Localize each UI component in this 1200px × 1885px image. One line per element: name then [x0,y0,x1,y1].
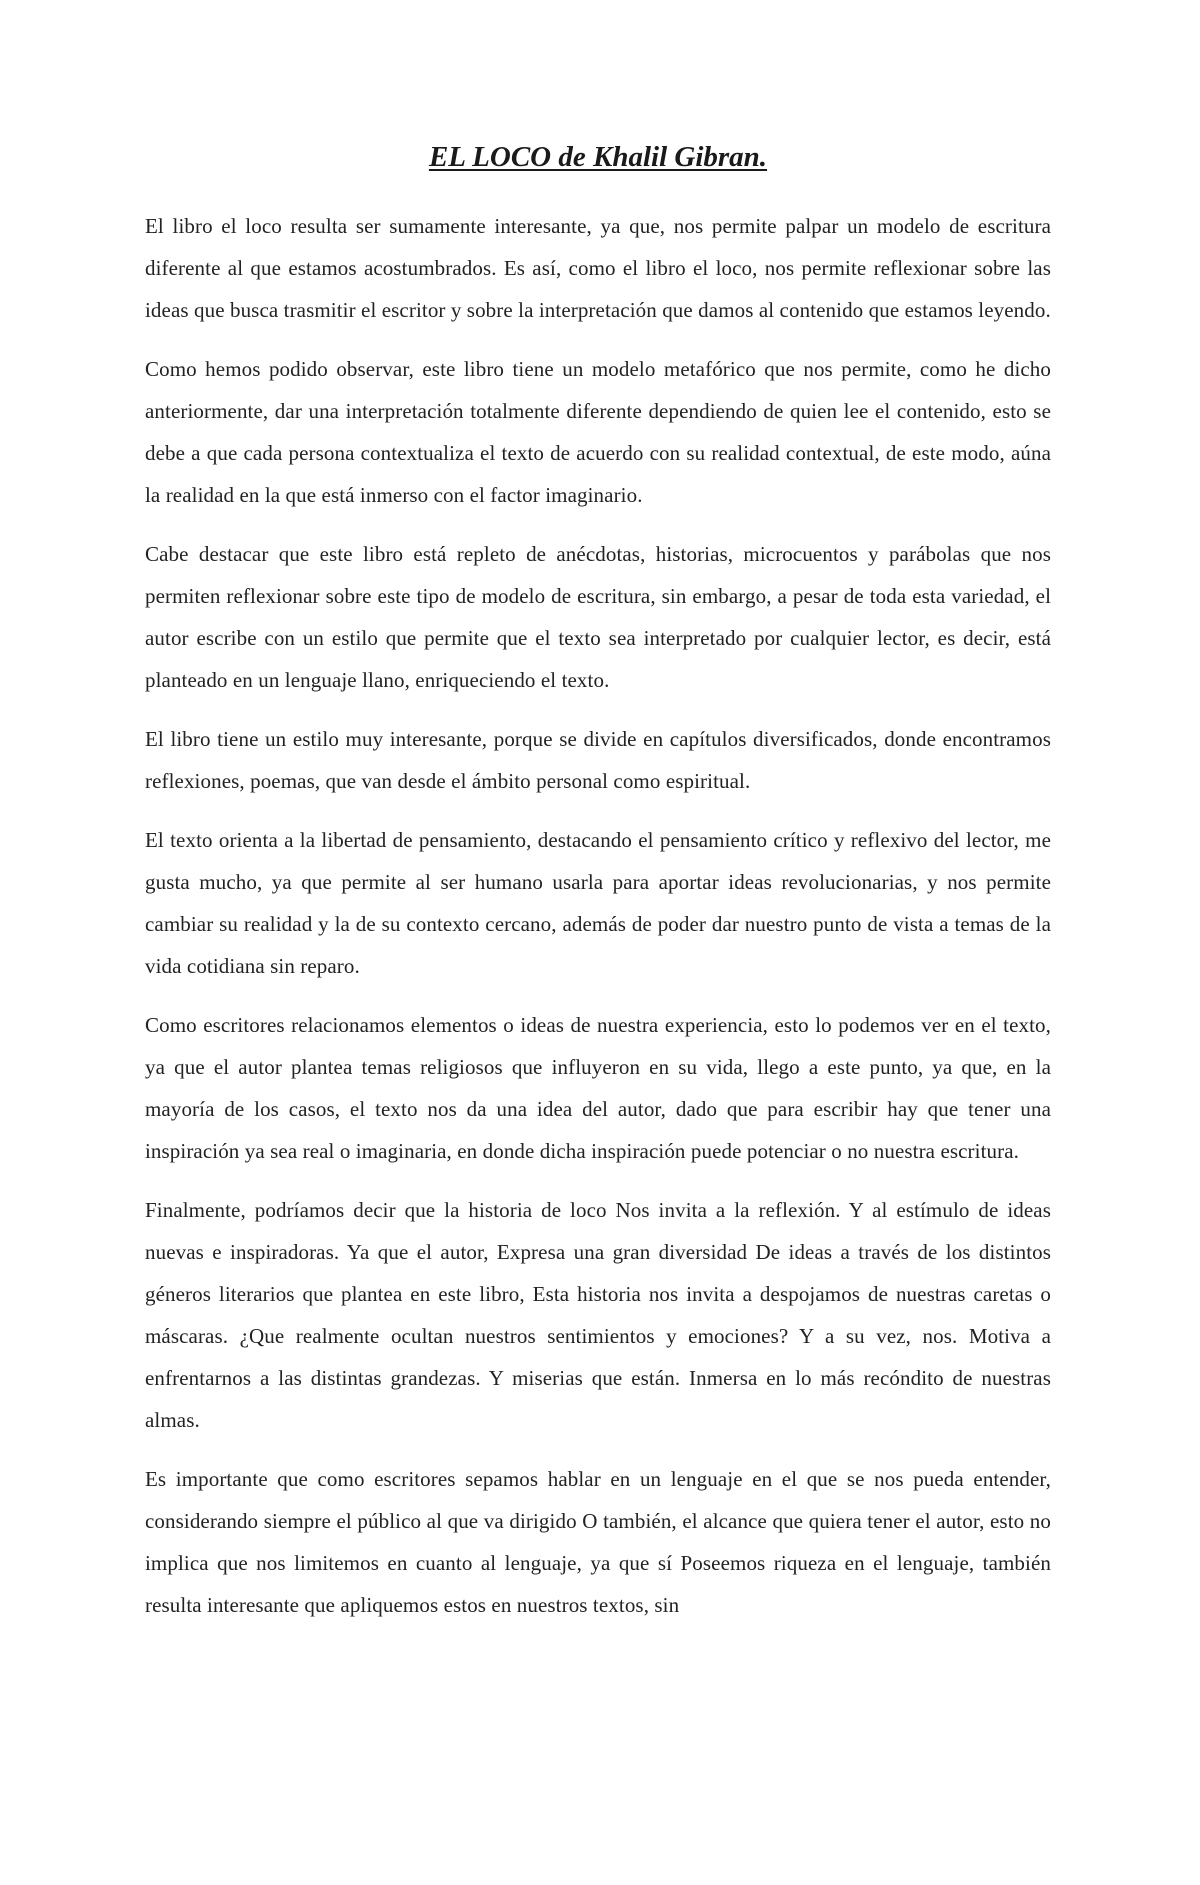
paragraph-3: Cabe destacar que este libro está repleto de anécdotas, historias, microcuentos y parábolas que nos permiten reflexionar sobre este tipo de modelo de escritura, sin embargo, a pesar de toda esta variedad, el autor escribe con un estilo que permite que el texto sea interpretado por cualquier lector, es decir, está planteado en un lenguaje llano, enriqueciendo el texto. [145,541,1051,692]
paragraph-5: El texto orienta a la libertad de pensamiento, destacando el pensamiento crítico y reflexivo del lector, me gusta mucho, ya que permite al ser humano usarla para aportar ideas revolucionarias, y nos permite cambiar su realidad y la de su contexto cercano, además de poder dar nuestro punto de vista a temas de la vida cotidiana sin reparo. [145,827,1051,978]
paragraph-6: Como escritores relacionamos elementos o ideas de nuestra experiencia, esto lo podemos ver en el texto, ya que el autor plantea temas religiosos que influyeron en su vida, llego a este punto, ya que, en la mayoría de los casos, el texto nos da una idea del autor, dado que para escribir hay que tener una inspiración ya sea real o imaginaria, en donde dicha inspiración puede potenciar o no nuestra escritura. [145,1012,1051,1163]
paragraph-2: Como hemos podido observar, este libro tiene un modelo metafórico que nos permite, como he dicho anteriormente, dar una interpretación totalmente diferente dependiendo de quien lee el contenido, esto se debe a que cada persona contextualiza el texto de acuerdo con su realidad contextual, de este modo, aúna la realidad en la que está inmerso con el factor imaginario. [145,356,1051,507]
paragraph-8: Es importante que como escritores sepamos hablar en un lenguaje en el que se nos pueda entender, considerando siempre el público al que va dirigido O también, el alcance que quiera tener el autor, esto no implica que nos limitemos en cuanto al lenguaje, ya que sí Poseemos riqueza en el lenguaje, también resulta interesante que apliquemos estos en nuestros textos, sin [145,1466,1051,1617]
document-title: EL LOCO de Khalil Gibran. [428,141,768,173]
paragraph-4: El libro tiene un estilo muy interesante, porque se divide en capítulos diversificados, donde encontramos reflexiones, poemas, que van desde el ámbito personal como espiritual. [145,726,1051,793]
paragraph-1: El libro el loco resulta ser sumamente interesante, ya que, nos permite palpar un modelo de escritura diferente al que estamos acostumbrados. Es así, como el libro el loco, nos permite reflexionar sobre las ideas que busca trasmitir el escritor y sobre la interpretación que damos al contenido que estamos leyendo. [145,213,1051,322]
paragraph-7: Finalmente, podríamos decir que la historia de loco Nos invita a la reflexión. Y al estímulo de ideas nuevas e inspiradoras. Ya que el autor, Expresa una gran diversidad De ideas a través de los distintos géneros literarios que plantea en este libro, Esta historia nos invita a despojamos de nuestras caretas o máscaras. ¿Que realmente ocultan nuestros sentimientos y emociones? Y a su vez, nos. Motiva a enfrentarnos a las distintas grandezas. Y miserias que están. Inmersa en lo más recóndito de nuestras almas. [145,1197,1051,1432]
document-body [145,140,1051,1643]
